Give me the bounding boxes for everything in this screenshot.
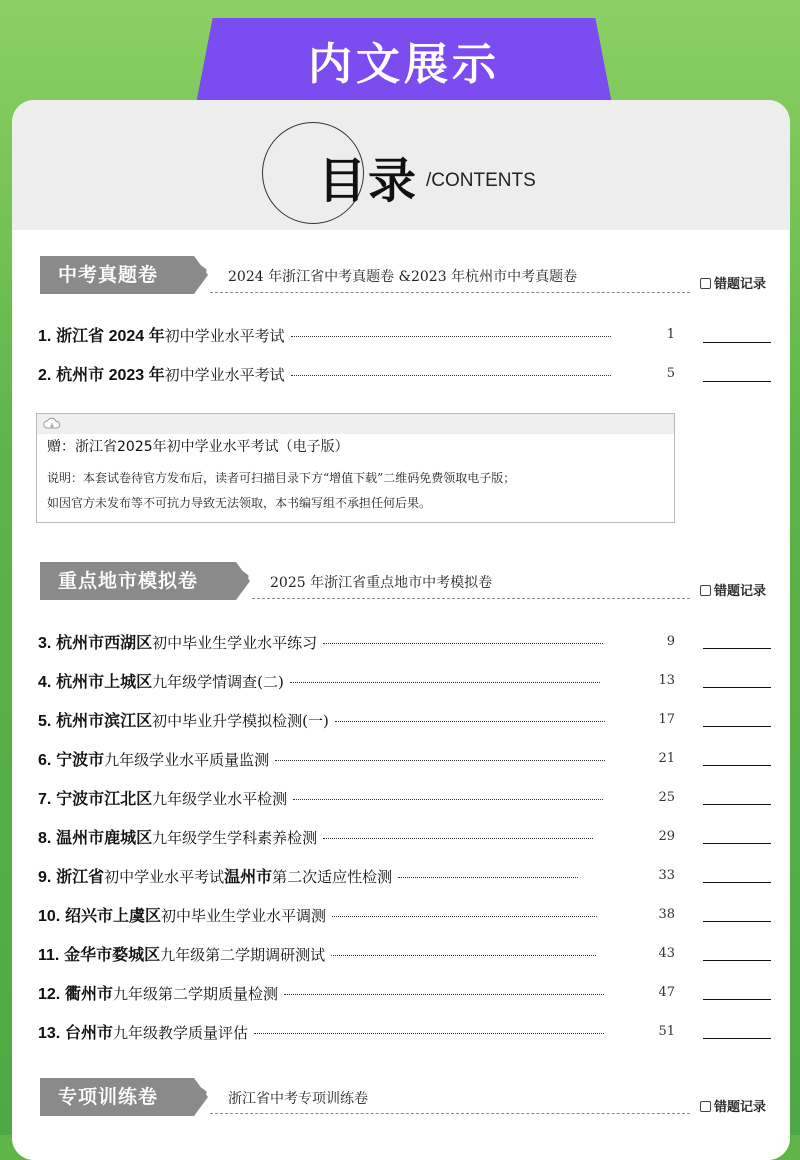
- page-number: 5: [666, 366, 675, 381]
- page-number: 29: [658, 829, 675, 844]
- cloud-download-icon: [43, 417, 61, 431]
- error-record-blank[interactable]: [703, 765, 771, 766]
- toc-item[interactable]: 2. 杭州市 2023 年初中学业水平考试: [38, 362, 698, 384]
- error-record-blank[interactable]: [703, 921, 771, 922]
- toc-item[interactable]: 11. 金华市婺城区九年级第二学期调研测试: [38, 942, 698, 964]
- toc-item[interactable]: 6. 宁波市九年级学业水平质量监测: [38, 747, 698, 769]
- toc-subtitle: /CONTENTS: [426, 170, 536, 191]
- notebook-icon: [700, 585, 711, 596]
- error-record-blank[interactable]: [703, 687, 771, 688]
- gift-title: 赠：浙江省2025年初中学业水平考试（电子版）: [47, 439, 349, 455]
- section-tab-real-exams: 中考真题卷: [40, 256, 194, 294]
- toc-item[interactable]: 3. 杭州市西湖区初中毕业生学业水平练习: [38, 630, 698, 652]
- toc-title: 目录: [318, 153, 419, 209]
- error-record-blank[interactable]: [703, 999, 771, 1000]
- error-record-blank[interactable]: [703, 960, 771, 961]
- error-record-label: 错题记录: [700, 273, 766, 292]
- toc-item[interactable]: 9. 浙江省初中学业水平考试温州市第二次适应性检测: [38, 864, 698, 886]
- error-record-label: 错题记录: [700, 1096, 766, 1115]
- toc-item[interactable]: 1. 浙江省 2024 年初中学业水平考试: [38, 323, 698, 345]
- section-divider: [210, 1113, 690, 1114]
- toc-item[interactable]: 5. 杭州市滨江区初中毕业升学模拟检测(一): [38, 708, 698, 730]
- toc-item[interactable]: 10. 绍兴市上虞区初中毕业生学业水平调测: [38, 903, 698, 925]
- page-number: 17: [658, 712, 675, 727]
- error-record-blank[interactable]: [703, 342, 771, 343]
- chevron-right-icon: ››: [190, 1080, 209, 1105]
- error-record-blank[interactable]: [703, 648, 771, 649]
- page-number: 25: [658, 790, 675, 805]
- page-number: 47: [658, 985, 675, 1000]
- page-number: 33: [658, 868, 675, 883]
- error-record-blank[interactable]: [703, 882, 771, 883]
- notebook-icon: [700, 1101, 711, 1112]
- error-record-blank[interactable]: [703, 843, 771, 844]
- chevron-right-icon: ››: [232, 564, 251, 589]
- page-number: 9: [666, 634, 675, 649]
- page-number: 13: [658, 673, 675, 688]
- gift-note: 说明：本套试卷待官方发布后，读者可扫描目录下方“增值下载”二维码免费领取电子版；: [47, 471, 516, 485]
- section-description: 浙江省中考专项训练卷: [228, 1091, 368, 1107]
- error-record-blank[interactable]: [703, 1038, 771, 1039]
- section-description: 2024 年浙江省中考真题卷 &2023 年杭州市中考真题卷: [228, 269, 578, 285]
- error-record-blank[interactable]: [703, 726, 771, 727]
- page-number: 1: [666, 327, 675, 342]
- toc-item[interactable]: 8. 温州市鹿城区九年级学生学科素养检测: [38, 825, 698, 847]
- error-record-blank[interactable]: [703, 804, 771, 805]
- gift-notice-box: [36, 413, 675, 523]
- banner-title: 内文展示: [308, 39, 500, 90]
- section-tab-mock-exams: 重点地市模拟卷: [40, 562, 236, 600]
- toc-item[interactable]: 7. 宁波市江北区九年级学业水平检测: [38, 786, 698, 808]
- page-number: 21: [658, 751, 675, 766]
- toc-item[interactable]: 13. 台州市九年级教学质量评估: [38, 1020, 698, 1042]
- chevron-right-icon: ››: [190, 258, 209, 283]
- toc-item[interactable]: 12. 衢州市九年级第二学期质量检测: [38, 981, 698, 1003]
- page-number: 51: [658, 1024, 675, 1039]
- page-number: 38: [658, 907, 675, 922]
- page-number: 43: [658, 946, 675, 961]
- section-description: 2025 年浙江省重点地市中考模拟卷: [270, 575, 493, 591]
- section-divider: [210, 292, 690, 293]
- gift-note: 如因官方未发布等不可抗力导致无法领取，本书编写组不承担任何后果。: [47, 496, 432, 510]
- error-record-label: 错题记录: [700, 580, 766, 599]
- notebook-icon: [700, 278, 711, 289]
- toc-item[interactable]: 4. 杭州市上城区九年级学情调查(二): [38, 669, 698, 691]
- section-tab-special-training: 专项训练卷: [40, 1078, 194, 1116]
- error-record-blank[interactable]: [703, 381, 771, 382]
- section-divider: [252, 598, 690, 599]
